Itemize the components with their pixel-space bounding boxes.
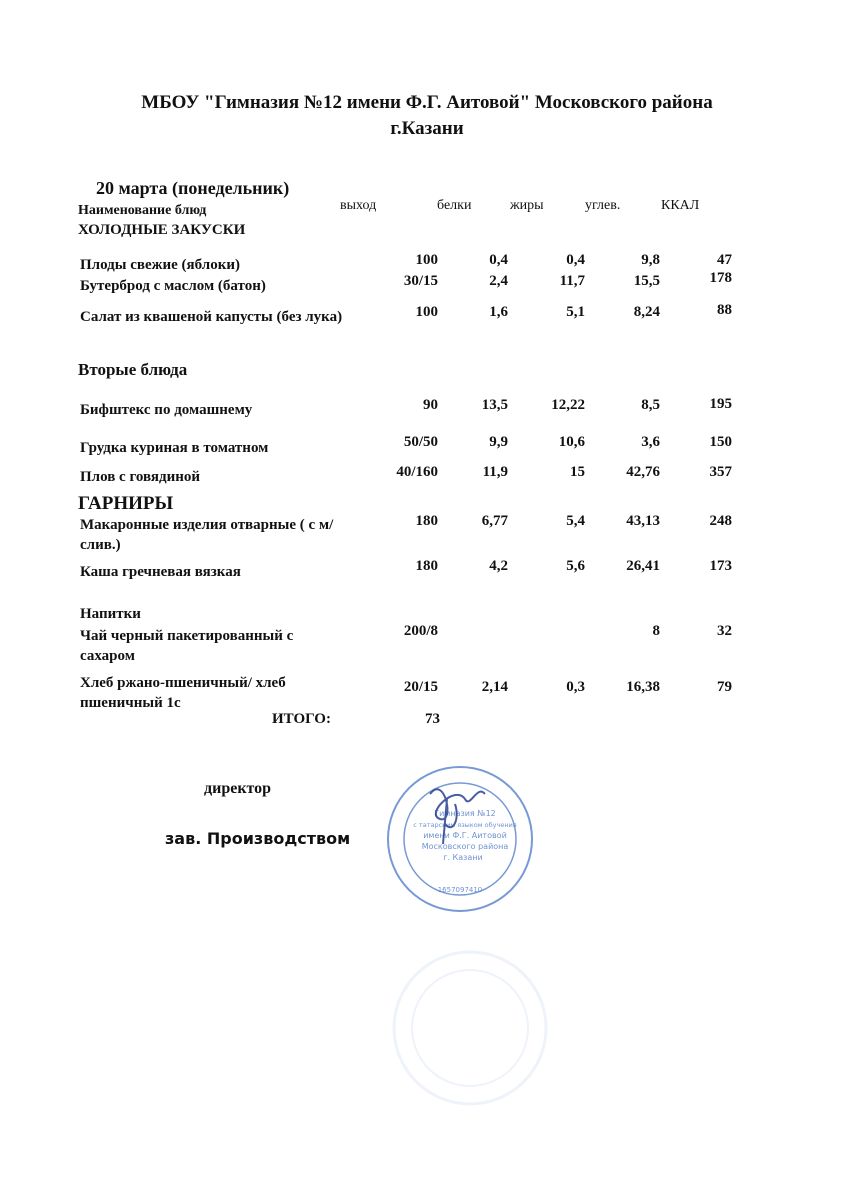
dish-fat: 15 [570,464,585,480]
document-title-line2: г.Казани [390,118,464,139]
header-output: выход [340,198,377,213]
dish-carbs: 3,6 [641,434,660,450]
dish-name: Чай черный пакетированный с сахаром [80,628,294,664]
dish-carbs: 42,76 [626,464,660,480]
stamp-line1: Гимназия №12 [434,809,496,818]
section-drinks: Напитки [80,606,141,622]
stamp-line4: Московского района [421,842,509,851]
dish-output: 180 [415,513,438,529]
dish-kcal: 150 [709,434,732,450]
dish-fat: 0,4 [566,252,585,268]
dish-fat: 10,6 [558,434,585,450]
dish-carbs: 8,5 [641,397,660,413]
dish-kcal: 173 [709,558,732,574]
dish-output: 50/50 [403,434,438,450]
dish-output: 20/15 [403,679,438,695]
signature-director: директор [204,780,272,797]
dish-fat: 5,6 [566,558,585,574]
dish-fat: 11,7 [559,273,585,289]
dish-protein: 2,4 [489,273,508,289]
dish-output: 100 [415,252,438,268]
total-value: 73 [425,711,440,727]
section-garnish: ГАРНИРЫ [78,493,174,514]
total-label: ИТОГО: [272,711,331,727]
stamp-line5: г. Казани [443,853,483,862]
section-cold-snacks: ХОЛОДНЫЕ ЗАКУСКИ [78,222,246,238]
dish-carbs: 8,24 [633,304,660,320]
dish-output: 30/15 [403,273,438,289]
dish-name: Бифштекс по домашнему [80,402,253,418]
dish-kcal: 195 [709,396,732,412]
header-kcal: ККАЛ [661,198,700,213]
dish-protein: 2,14 [481,679,508,695]
dish-name: Плов с говядиной [80,469,201,485]
section-second-courses: Вторые блюда [78,360,188,379]
dish-kcal: 248 [709,513,732,529]
stamp-line3: имени Ф.Г. Аитовой [423,831,507,840]
dish-name: Каша гречневая вязкая [80,564,241,580]
dish-carbs: 43,13 [626,513,660,529]
stamp-code: 1657097410 [437,886,483,894]
dish-kcal: 178 [709,270,732,286]
stamp-line2: с татарским языком обучения [413,821,517,829]
dish-carbs: 26,41 [626,558,660,574]
header-name: Наименование блюд [78,203,207,218]
header-protein: белки [437,198,472,213]
dish-protein: 0,4 [489,252,508,268]
dish-kcal: 79 [717,679,732,695]
dish-name: Хлеб ржано-пшеничный/ хлеб пшеничный 1с [80,675,286,711]
dish-name: Грудка куриная в томатном [80,440,269,456]
dish-fat: 12,22 [551,397,585,413]
dish-output: 100 [415,304,438,320]
dish-protein: 1,6 [489,304,508,320]
ghost-stamp-mark [390,948,550,1108]
dish-name: Бутерброд с маслом (батон) [80,278,266,294]
header-carbs: углев. [585,198,621,213]
dish-output: 90 [423,397,438,413]
dish-carbs: 15,5 [633,273,660,289]
dish-fat: 0,3 [566,679,585,695]
dish-fat: 5,1 [566,304,585,320]
dish-fat: 5,4 [566,513,585,529]
header-fat: жиры [510,198,544,213]
dish-kcal: 47 [717,252,732,268]
dish-name: Плоды свежие (яблоки) [80,257,240,273]
dish-carbs: 9,8 [641,252,660,268]
dish-protein: 6,77 [481,513,508,529]
signature-production-head: зав. Производством [165,829,351,848]
dish-kcal: 88 [717,302,732,318]
dish-kcal: 357 [709,464,732,480]
menu-date: 20 марта (понедельник) [96,178,290,198]
dish-protein: 9,9 [489,434,508,450]
dish-carbs: 8 [652,623,660,639]
official-stamp [385,764,535,914]
document-title-line1: МБОУ "Гимназия №12 имени Ф.Г. Аитовой" Московского района [141,92,713,113]
dish-protein: 4,2 [489,558,508,574]
dish-output: 200/8 [403,623,438,639]
dish-carbs: 16,38 [626,679,660,695]
dish-name: Макаронные изделия отварные ( с м/слив.) [80,517,334,553]
dish-protein: 13,5 [481,397,508,413]
dish-output: 180 [415,558,438,574]
dish-kcal: 32 [717,623,732,639]
dish-protein: 11,9 [482,464,508,480]
dish-name: Салат из квашеной капусты (без лука) [80,309,343,325]
dish-output: 40/160 [396,464,438,480]
